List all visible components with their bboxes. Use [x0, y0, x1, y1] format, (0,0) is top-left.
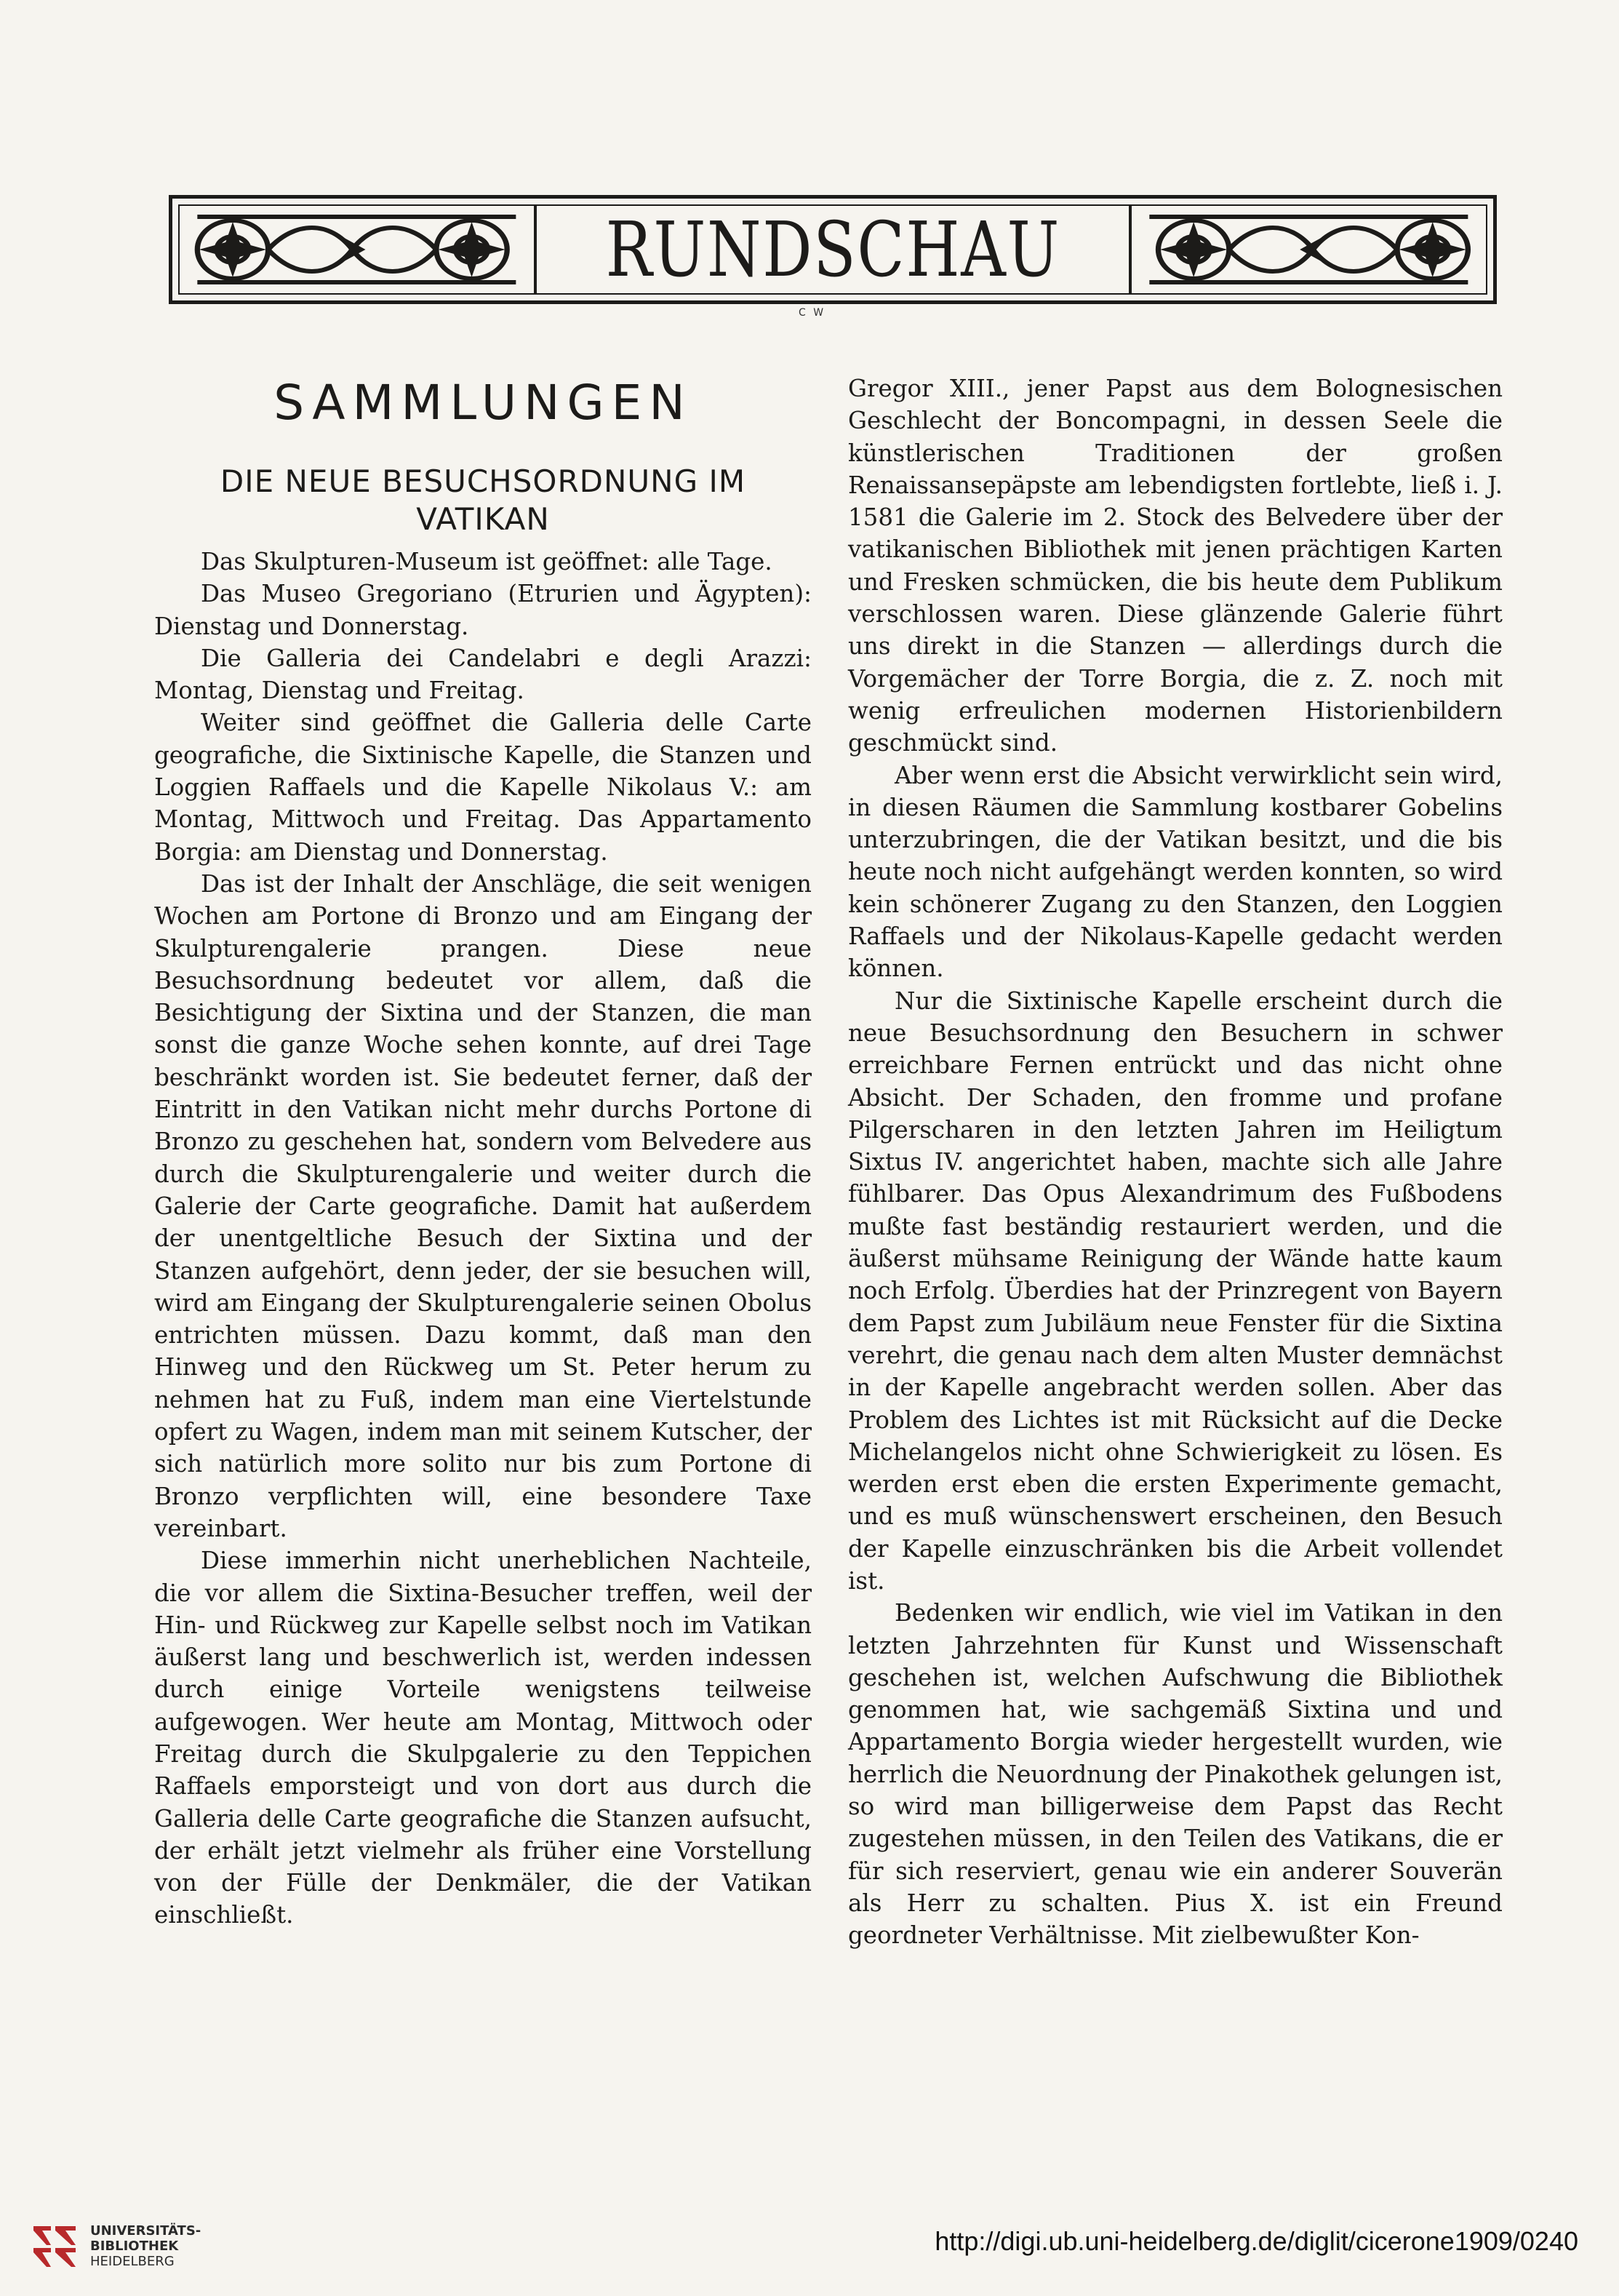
banner-title-box: [534, 206, 1132, 293]
library-line-2: BIBLIOTHEK: [90, 2238, 179, 2254]
paragraph: Diese immerhin nicht unerheblichen Nachteile, die vor allem die Sixtina-Besucher treffen, weil der Hin- und Rückweg zur Kapelle selbst noch im Vatikan äußerst lang und beschwerlich ist, werden indessen durch einige Vorteile wenigstens teilweise aufgewogen. Wer heute am Montag, Mittwoch oder Freitag durch die Skulpgalerie zu den Teppichen Raffaels emporsteigt und von dort aus durch die Galleria delle Carte geografiche die Stanzen aufsucht, der erhält jetzt vielmehr als früher eine Vorstellung von der Fülle der Denkmäler, die der Vatikan einschließt.: [154, 1547, 812, 1929]
paragraph: Das ist der Inhalt der Anschläge, die seit wenigen Wochen am Portone di Bronzo und am Eingang der Skulpturengalerie prangen. Diese neue Besuchsordnung bedeutet vor allem, daß die Besichtigung der Sixtina und der Stanzen, die man sonst die ganze Woche sehen konnte, auf drei Tage beschränkt worden ist. Sie bedeutet ferner, daß der Eintritt in den Vatikan nicht mehr durchs Portone di Bronzo zu geschehen hat, sondern vom Belvedere aus durch die Skulpturengalerie und weiter durch die Galerie der Carte geografiche. Damit hat außerdem der unentgeltliche Besuch der Sixtina und der Stanzen aufgehört, denn jeder, der sie besuchen will, wird am Eingang der Skulpturengalerie seinen Obolus entrichten müssen. Dazu kommt, daß man den Hinweg und den Rückweg um St. Peter herum zu nehmen hat zu Fuß, indem man eine Viertelstunde opfert zu Wagen, indem man mit seinem Kutscher, der sich natürlich more solito nur bis zum Portone di Bronzo verpflichten will, eine besondere Taxe vereinbart.: [154, 869, 812, 1542]
right-column: [848, 372, 1503, 1952]
library-line-1: UNIVERSITÄTS-: [90, 2223, 201, 2239]
left-ornament-icon: [180, 206, 534, 293]
source-url-link[interactable]: http://digi.ub.uni-heidelberg.de/diglit/cicerone1909/0240: [935, 2226, 1578, 2256]
right-ornament-icon: [1132, 206, 1486, 293]
artist-monogram: C W: [799, 307, 826, 319]
paragraph: Das Skulpturen-Museum ist geöffnet: alle Tage.: [201, 548, 772, 575]
library-logo[interactable]: [29, 2220, 201, 2271]
header-banner: [169, 195, 1497, 304]
banner-title: RUNDSCHAU: [605, 205, 1060, 294]
paragraph: Aber wenn erst die Absicht verwirklicht sein wird, in diesen Räumen die Sammlung kostbarer Gobelins unterzubringen, die der Vatikan besitzt, und die bis heute noch nicht aufgehängt werden konnten, so wird kein schönerer Zugang zu den Stanzen, den Loggien Raffaels und der Nikolaus-Kapelle gedacht werden können.: [848, 761, 1503, 983]
paragraph: Gregor XIII., jener Papst aus dem Bolognesischen Geschlecht der Boncompagni, in dessen Seele die künstlerischen Traditionen der großen Renaissansepäpste am lebendigsten fortlebte, ließ i. J. 1581 die Galerie im 2. Stock des Belvedere über der vatikanischen Bibliothek mit jenen prächtigen Karten und Fresken schmücken, die bis heute dem Publikum verschlossen waren. Diese glänzende Galerie führt uns direkt in die Stanzen — allerdings durch die Vorgemächer der Torre Borgia, die z. Z. noch mit wenig erfreulichen modernen Historienbildern geschmückt sind.: [848, 375, 1503, 757]
subsection-title: DIE NEUE BESUCHSORDNUNG IM VATIKAN: [220, 463, 746, 537]
paragraph: Weiter sind geöffnet die Galleria delle Carte geografiche, die Sixtinische Kapelle, die Stanzen und Loggien Raffaels und die Kapelle Nikolaus V.: am Montag, Mittwoch und Freitag. Das Appartamento Borgia: am Dienstag und Donnerstag.: [154, 709, 812, 866]
library-line-3: HEIDELBERG: [90, 2253, 175, 2269]
banner-frame: [178, 204, 1487, 295]
paragraph: Die Galleria dei Candelabri e degli Arazzi: Montag, Dienstag und Freitag.: [154, 644, 812, 705]
section-title: SAMMLUNGEN: [273, 375, 692, 431]
library-emblem-icon: [29, 2220, 80, 2271]
paragraph: Bedenken wir endlich, wie viel im Vatikan in den letzten Jahrzehnten für Kunst und Wissenschaft geschehen ist, welchen Aufschwung die Bibliothek genommen hat, wie sachgemäß Sixtina und und Appartamento Borgia wieder hergestellt wurden, wie herrlich die Neuordnung der Pinakothek gelungen ist, so wird man billigerweise dem Papst das Recht zugestehen müssen, in den Teilen des Vatikans, die er für sich reserviert, genau wie ein anderer Souverän als Herr zu schalten. Pius X. ist ein Freund geordneter Verhältnisse. Mit zielbewußter Kon-: [848, 1599, 1503, 1950]
paragraph: Nur die Sixtinische Kapelle erscheint durch die neue Besuchsordnung den Besuchern in schwer erreichbare Fernen entrückt und das nicht ohne Absicht. Der Schaden, den fromme und profane Pilgerscharen in den letzten Jahren im Heiligtum Sixtus IV. angerichtet haben, machte sich alle Jahre fühlbarer. Das Opus Alexandrimum des Fußbodens mußte fast beständig restauriert werden, und die äußerst mühsame Reinigung der Wände hatte kaum noch Erfolg. Überdies hat der Prinzregent von Bayern dem Papst zum Jubiläum neue Fenster für die Sixtina verehrt, die genau nach dem alten Muster demnächst in der Kapelle angebracht werden sollen. Aber das Problem des Lichtes ist mit Rücksicht auf die Decke Michelangelos nicht ohne Schwierigkeit zu lösen. Es werden erst eben die ersten Experimente gemacht, und es muß wünschenswert erscheinen, den Besuch der Kapelle einzuschränken bis die Arbeit vollendet ist.: [848, 986, 1503, 1595]
library-name: [90, 2223, 201, 2269]
left-column: [154, 370, 812, 1932]
paragraph: Das Museo Gregoriano (Etrurien und Ägypten): Dienstag und Donnerstag.: [154, 580, 812, 640]
